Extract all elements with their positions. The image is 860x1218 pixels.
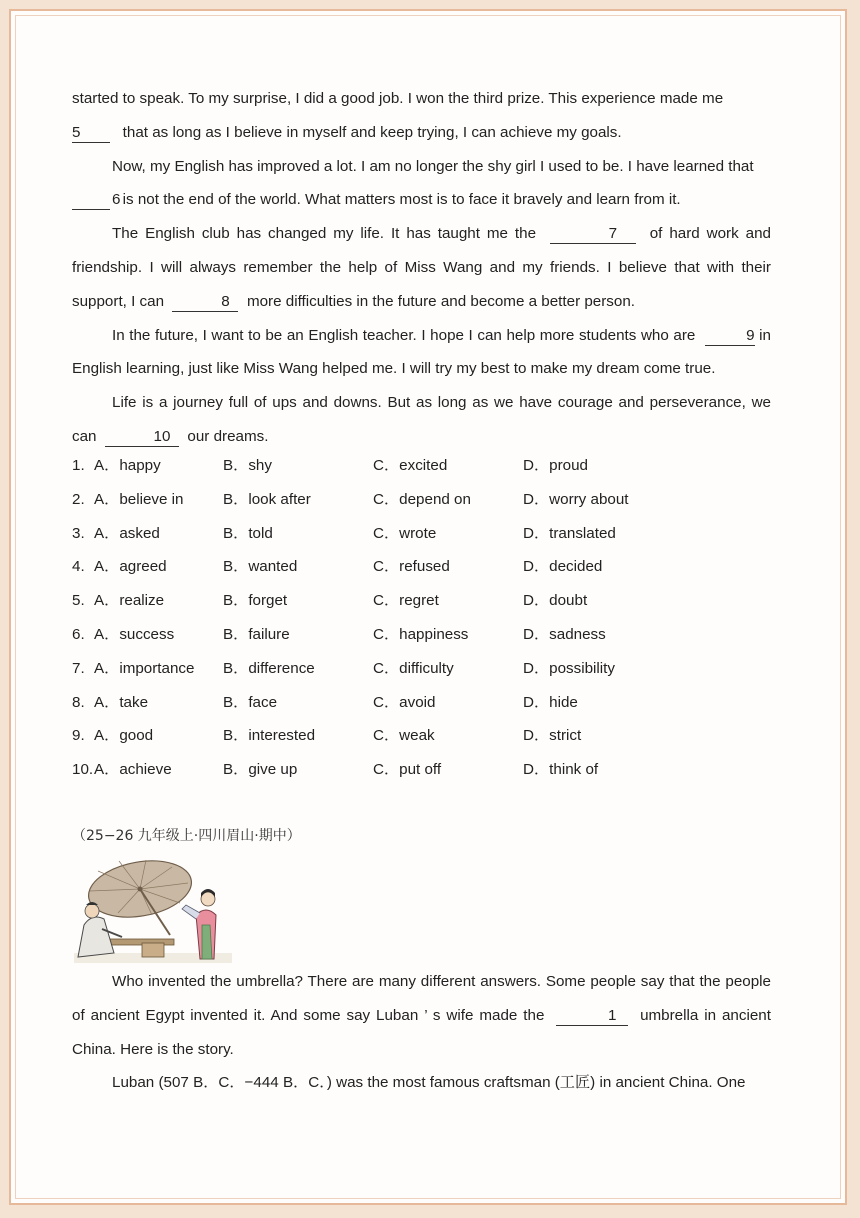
option-d: D．decided bbox=[523, 558, 603, 576]
option-a: A．achieve bbox=[94, 761, 172, 779]
option-b: B．told bbox=[223, 524, 273, 542]
option-row: 10. A．achieve B．give up C．put off D．think of bbox=[72, 753, 771, 787]
option-b: B．face bbox=[223, 693, 278, 711]
blank-10: 10 bbox=[105, 428, 179, 447]
option-c: C．excited bbox=[373, 457, 448, 474]
option-row: 9. A．good B．interested C．weak D．strict bbox=[72, 719, 771, 753]
option-c: C．difficulty bbox=[373, 659, 454, 677]
option-b: B．interested bbox=[223, 727, 316, 745]
blank-9: 9 bbox=[705, 327, 755, 346]
option-b: B．forget bbox=[223, 592, 288, 610]
blank-1: 1 bbox=[556, 1007, 628, 1026]
blank-8: 8 bbox=[172, 293, 238, 312]
option-c: C．regret bbox=[373, 592, 439, 610]
option-c: C．wrote bbox=[373, 524, 437, 542]
option-a: A．importance bbox=[94, 659, 195, 677]
blank-6: 6 bbox=[72, 191, 110, 210]
option-b: B．failure bbox=[223, 625, 290, 643]
option-a: A．take bbox=[94, 693, 149, 711]
option-d: D．translated bbox=[523, 524, 616, 542]
option-row: 1. A．happy B．shy C．excited D．proud bbox=[72, 449, 771, 483]
cloze-passage-1 bbox=[72, 82, 771, 454]
blank-7: 7 bbox=[550, 225, 636, 244]
option-a: A．believe in bbox=[94, 490, 184, 508]
option-c: C．avoid bbox=[373, 693, 436, 711]
option-c: C．depend on bbox=[373, 490, 471, 508]
option-b: B．give up bbox=[223, 761, 298, 779]
option-b: B．look after bbox=[223, 490, 311, 508]
option-d: D．think of bbox=[523, 761, 599, 779]
option-b: B．difference bbox=[223, 659, 315, 677]
option-d: D．worry about bbox=[523, 490, 629, 508]
option-row: 7. A．importance B．difference C．difficulty D．possibility bbox=[72, 652, 771, 686]
option-b: B．shy bbox=[223, 457, 272, 474]
option-a: A．realize bbox=[94, 592, 165, 610]
option-a: A．agreed bbox=[94, 558, 167, 576]
option-d: D．strict bbox=[523, 727, 582, 745]
passage-2 bbox=[72, 965, 771, 1100]
option-c: C．refused bbox=[373, 558, 450, 576]
option-c: C．happiness bbox=[373, 625, 469, 643]
option-d: D．possibility bbox=[523, 659, 615, 677]
option-a: A．success bbox=[94, 625, 175, 643]
option-d: D．sadness bbox=[523, 625, 606, 643]
umbrella-illustration bbox=[74, 855, 232, 963]
passage-2-paragraph-1: Who invented the umbrella? There are many different answers. Some people say that the people of ancient Egypt invented it. And some say Luban ’ s wife made the 1 umbrella in ancient China. Here is the story. bbox=[72, 973, 771, 1058]
option-c: C．weak bbox=[373, 727, 435, 745]
option-row: 3. A．asked B．told C．wrote D．translated bbox=[72, 517, 771, 551]
paragraph-4: In the future, I want to be an English teacher. I hope I can help more students who are 9 in English learning, just like Miss Wang helped me. I will try my best to make my dream come true. bbox=[72, 326, 771, 378]
option-b: B．wanted bbox=[223, 558, 298, 576]
paragraph-2: Now, my English has improved a lot. I am no longer the shy girl I used to be. I have learned that 6 is not the end of the world. What matters most is to face it bravely and learn from it. bbox=[72, 150, 771, 218]
option-d: D．hide bbox=[523, 693, 578, 711]
paragraph-1: started to speak. To my surprise, I did a good job. I won the third prize. This experience made me 5 that as long as I believe in myself and keep trying, I can achieve my goals. bbox=[72, 90, 724, 141]
option-a: A．asked bbox=[94, 524, 160, 542]
passage-2-paragraph-2: Luban (507 B．C．−444 B．C．) was the most famous craftsman (工匠) in ancient China. One bbox=[112, 1074, 746, 1092]
paragraph-3: The English club has changed my life. It has taught me the 7 of hard work and friendship. I will always remember the help of Miss Wang and my friends. I believe that with their support, I can 8 more difficulties in the future and become a better person. bbox=[72, 225, 771, 310]
option-row: 4. A．agreed B．wanted C．refused D．decided bbox=[72, 550, 771, 584]
option-row: 2. A．believe in B．look after C．depend on D．worry about bbox=[72, 483, 771, 517]
source-label: （25−26 九年级上·四川眉山·期中） bbox=[72, 828, 301, 844]
option-d: D．doubt bbox=[523, 592, 588, 610]
option-a: A．good bbox=[94, 727, 154, 745]
option-row: 6. A．success B．failure C．happiness D．sadness bbox=[72, 618, 771, 652]
option-c: C．put off bbox=[373, 761, 442, 779]
option-row: 8. A．take B．face C．avoid D．hide bbox=[72, 686, 771, 720]
paragraph-5: Life is a journey full of ups and downs. But as long as we have courage and perseverance, we can 10 our dreams. bbox=[72, 394, 771, 445]
blank-5: 5 bbox=[72, 124, 110, 143]
option-a: A．happy bbox=[94, 457, 161, 474]
option-row: 5. A．realize B．forget C．regret D．doubt bbox=[72, 584, 771, 618]
option-d: D．proud bbox=[523, 457, 588, 474]
answer-options bbox=[72, 449, 771, 787]
